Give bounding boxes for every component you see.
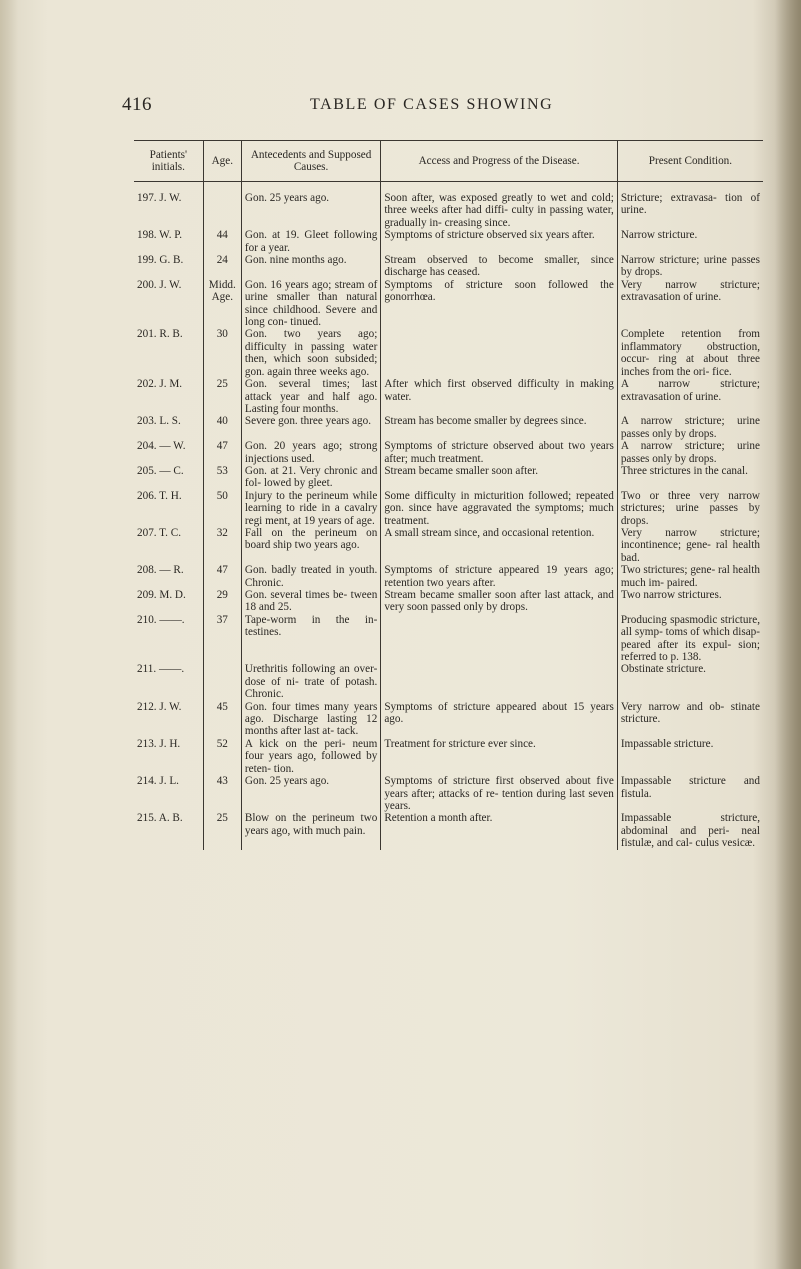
cell-antecedents: Gon. 20 years ago; strong injections used. [241, 440, 380, 465]
table-row [134, 328, 763, 378]
cell-present-condition: Stricture; extravasa- tion of urine. [617, 182, 763, 230]
cell-access-progress [381, 663, 618, 700]
header-antecedents: Antecedents and Supposed Causes. [241, 141, 380, 182]
table-row [134, 589, 763, 614]
cell-antecedents: Gon. at 19. Gleet following for a year. [241, 229, 380, 254]
cell-access-progress: Stream became smaller soon after last attack, and very soon passed only by drops. [381, 589, 618, 614]
cell-access-progress: Stream observed to become smaller, since discharge has ceased. [381, 254, 618, 279]
cell-access-progress: Soon after, was exposed greatly to wet and cold; three weeks after had diffi- culty in passing water, gradually in- creasing since. [381, 182, 618, 230]
table-row [134, 415, 763, 440]
cell-antecedents: Gon. several times; last attack year and half ago. Lasting four months. [241, 378, 380, 415]
cell-present-condition: Very narrow stricture; incontinence; gene- ral health bad. [617, 527, 763, 564]
cell-access-progress: Symptoms of stricture appeared 19 years ago; retention two years after. [381, 564, 618, 589]
table-row [134, 775, 763, 812]
table-body [134, 182, 763, 850]
table-row [134, 378, 763, 415]
cell-antecedents: Gon. two years ago; difficulty in passing water then, which soon subsided; gon. again three weeks ago. [241, 328, 380, 378]
cell-patient-initials: 200. J. W. [137, 278, 182, 291]
cell-present-condition: Producing spasmodic stricture, all symp- toms of which disap- peared after its expul- sion; referred to p. 138. [617, 614, 763, 664]
cell-access-progress: Symptoms of stricture first observed about five years after; attacks of re- tention during last seven years. [381, 775, 618, 812]
cell-access-progress: Symptoms of stricture observed about two years after; much treatment. [381, 440, 618, 465]
table-row [134, 564, 763, 589]
cell-antecedents: Gon. badly treated in youth. Chronic. [241, 564, 380, 589]
cell-antecedents: Gon. several times be- tween 18 and 25. [241, 589, 380, 614]
cell-patient-initials: 203. L. S. [137, 415, 181, 428]
table-header-row [134, 141, 763, 182]
header-patients: Patients' initials. [134, 141, 203, 182]
cell-present-condition: Complete retention from inflammatory obstruction, occur- ring at about three inches from the ori- fice. [617, 328, 763, 378]
cell-access-progress: A small stream since, and occasional retention. [381, 527, 618, 564]
cell-antecedents: Fall on the perineum on board ship two years ago. [241, 527, 380, 564]
cell-age: 25 [203, 812, 241, 849]
cell-antecedents: A kick on the peri- neum four years ago, followed by reten- tion. [241, 738, 380, 775]
cell-access-progress: Symptoms of stricture observed six years after. [381, 229, 618, 254]
cell-antecedents: Gon. four times many years ago. Discharge lasting 12 months after last at- tack. [241, 701, 380, 738]
cell-present-condition: A narrow stricture; urine passes only by drops. [617, 440, 763, 465]
cell-patient-initials: 204. — W. [137, 440, 186, 453]
cell-access-progress: Stream has become smaller by degrees since. [381, 415, 618, 440]
cell-present-condition: Impassable stricture, abdominal and peri- neal fistulæ, and cal- culus vesicæ. [617, 812, 763, 849]
table-row [134, 465, 763, 490]
cell-access-progress: Stream became smaller soon after. [381, 465, 618, 490]
cell-access-progress: Symptoms of stricture appeared about 15 years ago. [381, 701, 618, 738]
cell-antecedents: Tape-worm in the in- testines. [241, 614, 380, 664]
cell-access-progress: Treatment for stricture ever since. [381, 738, 618, 775]
cell-access-progress [381, 328, 618, 378]
cell-age: Midd. Age. [203, 279, 241, 329]
cell-patient-initials: 197. J. W. [137, 192, 182, 204]
cell-antecedents: Gon. nine months ago. [241, 254, 380, 279]
header-age: Age. [203, 141, 241, 182]
table-row [134, 279, 763, 329]
cell-age: 30 [203, 328, 241, 378]
cell-age: 45 [203, 701, 241, 738]
cell-patient-initials: 212. J. W. [137, 700, 182, 713]
cell-present-condition: A narrow stricture; extravasation of urine. [617, 378, 763, 415]
cell-age: 53 [203, 465, 241, 490]
table-row [134, 490, 763, 527]
cell-patient-initials: 210. ——. [137, 613, 185, 626]
cell-age: 37 [203, 614, 241, 664]
cell-present-condition: Narrow stricture; urine passes by drops. [617, 254, 763, 279]
header-present-condition: Present Condition. [617, 141, 763, 182]
cell-access-progress: Symptoms of stricture soon followed the gonorrhœa. [381, 279, 618, 329]
table-row [134, 701, 763, 738]
cell-age: 25 [203, 378, 241, 415]
cell-patient-initials: 213. J. H. [137, 737, 181, 750]
cell-access-progress [381, 614, 618, 664]
cell-antecedents: Blow on the perineum two years ago, with much pain. [241, 812, 380, 849]
cell-present-condition: Three strictures in the canal. [617, 465, 763, 490]
cell-age: 32 [203, 527, 241, 564]
cell-present-condition: A narrow stricture; urine passes only by drops. [617, 415, 763, 440]
cell-access-progress: Some difficulty in micturition followed; repeated gon. since have aggravated the symptoms; much treatment. [381, 490, 618, 527]
cell-patient-initials: 198. W. P. [137, 229, 183, 242]
cell-age: 50 [203, 490, 241, 527]
page-edge-shadow [775, 0, 801, 1269]
cases-table [134, 140, 763, 850]
cell-patient-initials: 208. — R. [137, 564, 184, 577]
cell-present-condition: Very narrow and ob- stinate stricture. [617, 701, 763, 738]
cell-patient-initials: 214. J. L. [137, 775, 179, 788]
cell-age: 24 [203, 254, 241, 279]
cell-present-condition: Two or three very narrow strictures; urine passes by drops. [617, 490, 763, 527]
cell-present-condition: Two narrow strictures. [617, 589, 763, 614]
running-head: TABLE OF CASES SHOWING [310, 96, 554, 113]
table-row [134, 182, 763, 230]
cell-age: 44 [203, 229, 241, 254]
cell-present-condition: Impassable stricture and fistula. [617, 775, 763, 812]
header-access-progress: Access and Progress of the Disease. [381, 141, 618, 182]
table-row [134, 614, 763, 664]
cell-patient-initials: 207. T. C. [137, 526, 182, 539]
cell-present-condition: Very narrow stricture; extravasation of urine. [617, 279, 763, 329]
table-row [134, 663, 763, 700]
cell-patient-initials: 205. — C. [137, 464, 184, 477]
cell-age: 29 [203, 589, 241, 614]
page-number: 416 [122, 94, 152, 115]
cell-antecedents: Severe gon. three years ago. [241, 415, 380, 440]
cell-patient-initials: 201. R. B. [137, 328, 183, 341]
table-row [134, 440, 763, 465]
cell-patient-initials: 215. A. B. [137, 812, 183, 825]
cell-age: 47 [203, 564, 241, 589]
page-gutter-shadow [0, 0, 18, 1269]
cell-patient-initials: 202. J. M. [137, 378, 183, 391]
cell-age [203, 663, 241, 700]
cell-age [203, 182, 241, 230]
cell-age: 47 [203, 440, 241, 465]
cell-antecedents: Gon. 25 years ago. [241, 775, 380, 812]
table-row [134, 738, 763, 775]
table-row [134, 229, 763, 254]
cell-present-condition: Obstinate stricture. [617, 663, 763, 700]
cell-antecedents: Gon. at 21. Very chronic and fol- lowed by gleet. [241, 465, 380, 490]
cell-age: 52 [203, 738, 241, 775]
cell-age: 40 [203, 415, 241, 440]
cell-present-condition: Narrow stricture. [617, 229, 763, 254]
cell-access-progress: Retention a month after. [381, 812, 618, 849]
cell-antecedents: Injury to the perineum while learning to ride in a cavalry regi ment, at 19 years of age. [241, 490, 380, 527]
cell-patient-initials: 211. ——. [137, 663, 185, 676]
table-row [134, 527, 763, 564]
cell-present-condition: Two strictures; gene- ral health much im- paired. [617, 564, 763, 589]
cell-patient-initials: 199. G. B. [137, 254, 184, 267]
cell-antecedents: Urethritis following an over-dose of ni- trate of potash. Chronic. [241, 663, 380, 700]
table-row [134, 254, 763, 279]
cell-antecedents: Gon. 16 years ago; stream of urine smaller than natural since childhood. Severe and long con- tinued. [241, 279, 380, 329]
table-row [134, 812, 763, 849]
cell-access-progress: After which first observed difficulty in making water. [381, 378, 618, 415]
cell-antecedents: Gon. 25 years ago. [241, 182, 380, 230]
cell-patient-initials: 206. T. H. [137, 489, 182, 502]
cell-age: 43 [203, 775, 241, 812]
cell-patient-initials: 209. M. D. [137, 589, 186, 601]
cell-present-condition: Impassable stricture. [617, 738, 763, 775]
